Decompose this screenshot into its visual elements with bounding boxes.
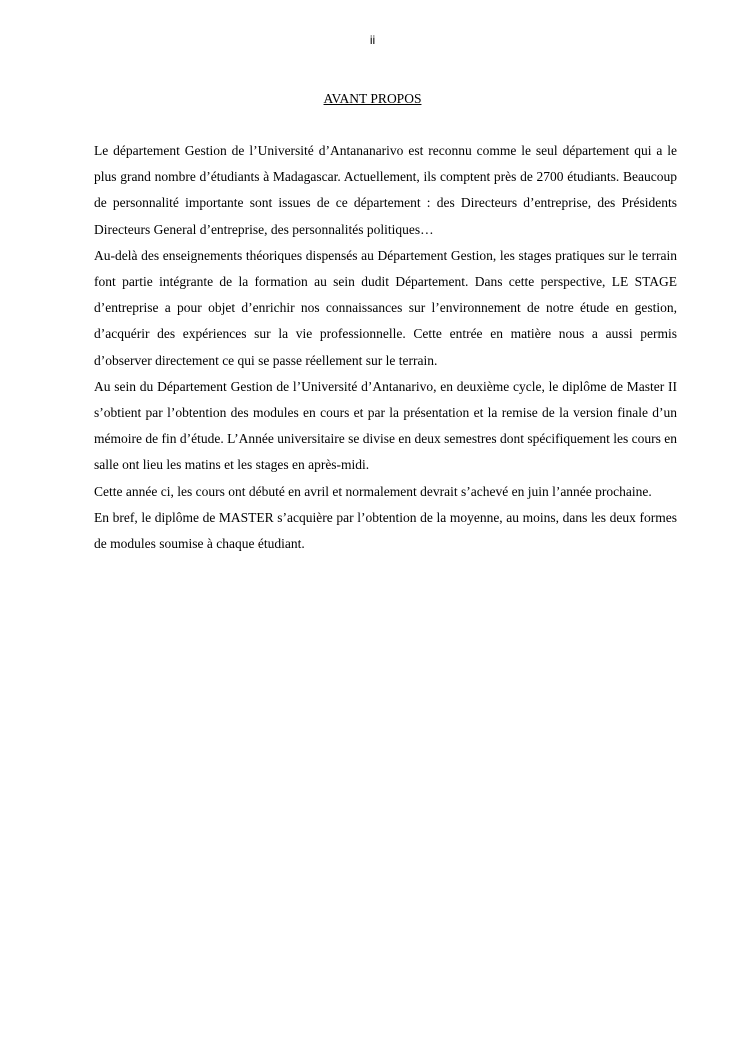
paragraph: En bref, le diplôme de MASTER s’acquière par l’obtention de la moyenne, au moins, dans les deux formes de modules soumise à chaque étudiant. <box>94 509 677 552</box>
paragraph: Au-delà des enseignements théoriques dispensés au Département Gestion, les stages pratiques sur le terrain font partie intégrante de la formation au sein dudit Département. Dans cette perspective, LE STAGE d’entreprise a pour objet d’enrichir nos connaissances sur l’environnement de notre étude en gestion, d’acquérir des expériences sur la vie professionnelle. Cette entrée en matière nous a aussi permis d’observer directement ce qui se passe réellement sur le terrain. <box>94 247 677 368</box>
page-number: ii <box>369 33 376 47</box>
paragraph: Le département Gestion de l’Université d’Antananarivo est reconnu comme le seul département qui a le plus grand nombre d’étudiants à Madagascar. Actuellement, ils comptent près de 2700 étudiants. Beaucoup de personnalité importante sont issues de ce département : des Directeurs d’entreprise, des Présidents Directeurs General d’entreprise, des personnalités politiques… <box>94 143 677 237</box>
body-text <box>94 138 677 557</box>
paragraph: Au sein du Département Gestion de l’Université d’Antanarivo, en deuxième cycle, le diplôme de Master II s’obtient par l’obtention des modules en cours et par la présentation et la remise de la version finale d’un mémoire de fin d’étude. L’Année universitaire se divise en deux semestres dont spécifiquement les cours en salle ont lieu les matins et les stages en après-midi. <box>94 378 677 473</box>
paragraph: Cette année ci, les cours ont débuté en avril et normalement devrait s’achevé en juin l’année prochaine. <box>94 483 652 499</box>
section-title: AVANT PROPOS <box>323 91 422 106</box>
